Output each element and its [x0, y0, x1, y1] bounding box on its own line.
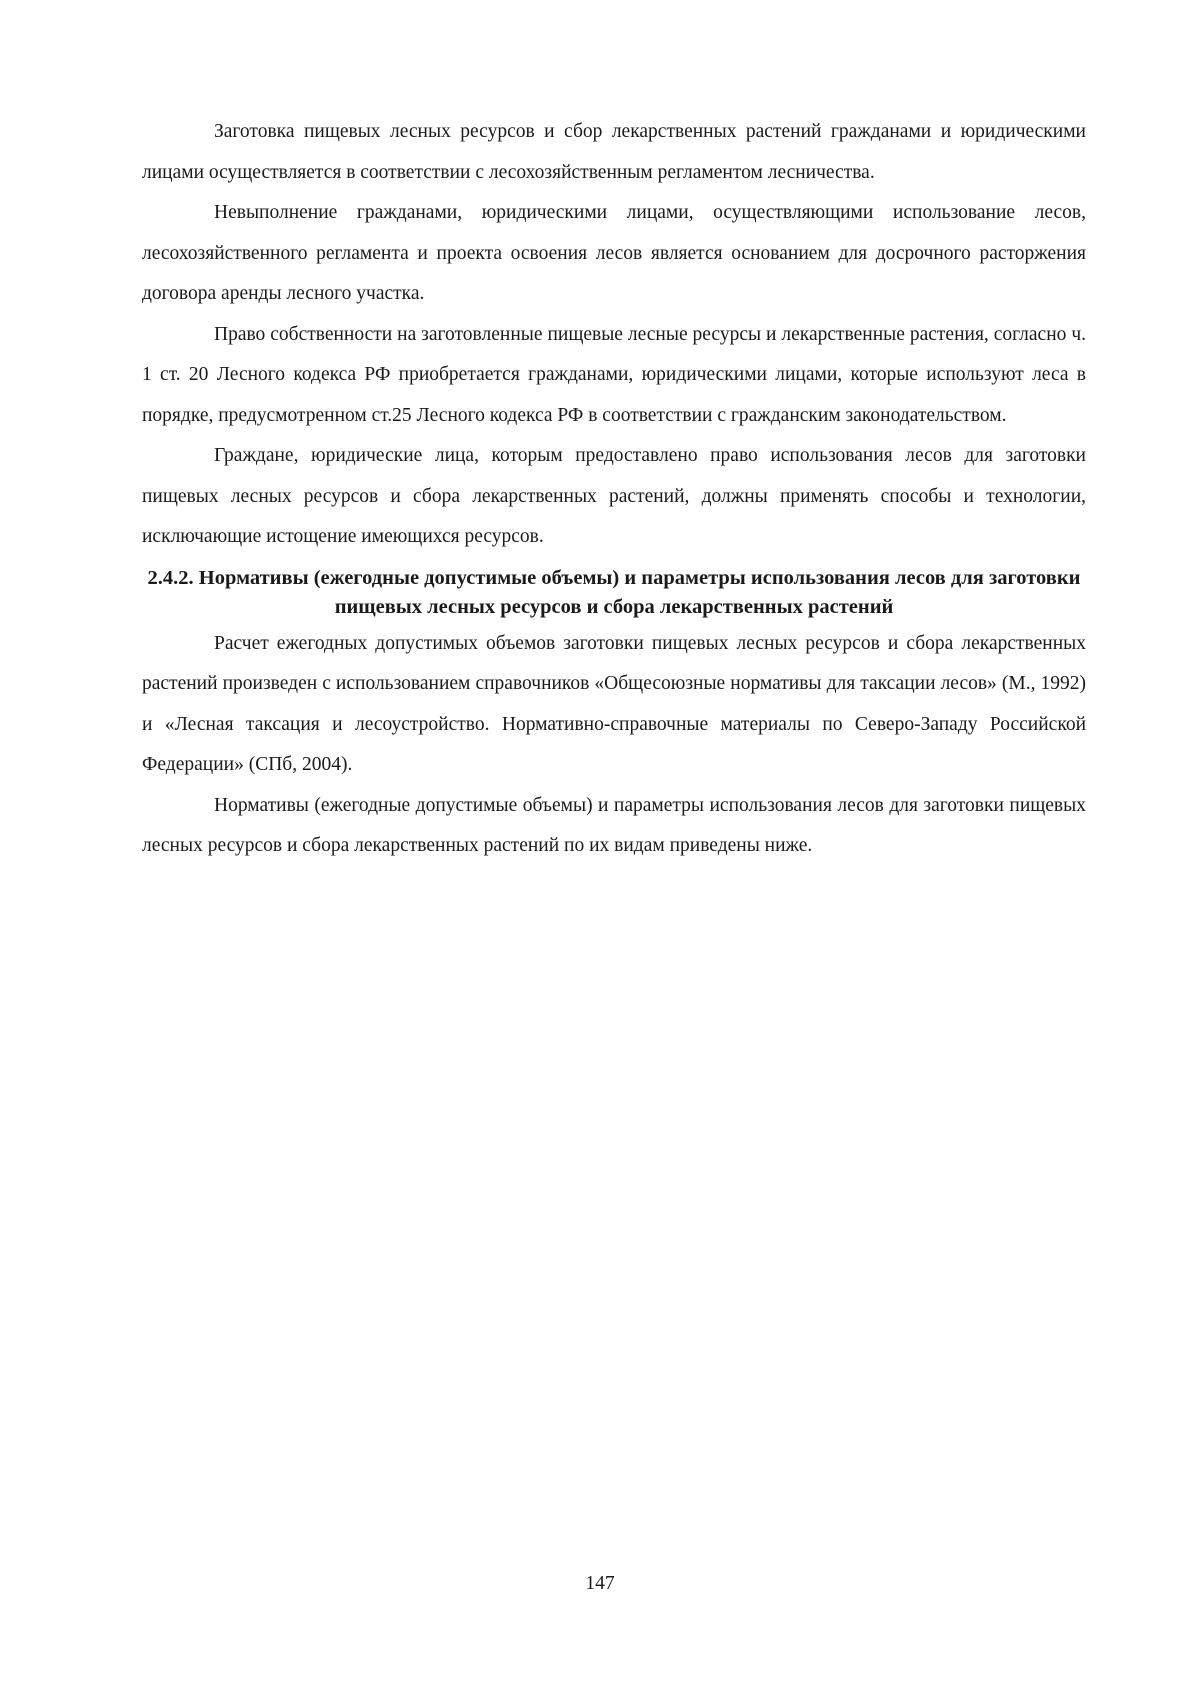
- paragraph: Заготовка пищевых лесных ресурсов и сбор лекарственных растений гражданами и юридическими лицами осуществляется в соответствии с лесохозяйственным регламентом лесничества.: [142, 121, 1086, 183]
- section-heading: 2.4.2. Нормативы (ежегодные допустимые объемы) и параметры использования лесов для заготовки пищевых лесных ресурсов и сбора лекарственных растений: [147, 566, 1081, 618]
- paragraph: Расчет ежегодных допустимых объемов заготовки пищевых лесных ресурсов и сбора лекарственных растений произведен с использованием справочников «Общесоюзные нормативы для таксации лесов» (М., 1992) и «Лесная таксация и лесоустройство. Нормативно-справочные материалы по Северо-Западу Российской Федерации» (СПб, 2004).: [142, 632, 1086, 775]
- paragraph: Право собственности на заготовленные пищевые лесные ресурсы и лекарственные растения, согласно ч. 1 ст. 20 Лесного кодекса РФ приобретается гражданами, юридическими лицами, которые используют леса в порядке, предусмотренном ст.25 Лесного кодекса РФ в соответствии с гражданским законодательством.: [142, 323, 1086, 426]
- page-number: 147: [585, 1573, 615, 1594]
- paragraph: Невыполнение гражданами, юридическими лицами, осуществляющими использование лесов, лесохозяйственного регламента и проекта освоения лесов является основанием для досрочного расторжения договора аренды лесного участка.: [142, 202, 1086, 304]
- paragraph: Граждане, юридические лица, которым предоставлено право использования лесов для заготовки пищевых лесных ресурсов и сбора лекарственных растений, должны применять способы и технологии, исключающие истощение имеющихся ресурсов.: [142, 445, 1086, 547]
- paragraph: Нормативы (ежегодные допустимые объемы) и параметры использования лесов для заготовки пищевых лесных ресурсов и сбора лекарственных растений по их видам приведены ниже.: [142, 794, 1086, 856]
- page-body: [142, 112, 1086, 867]
